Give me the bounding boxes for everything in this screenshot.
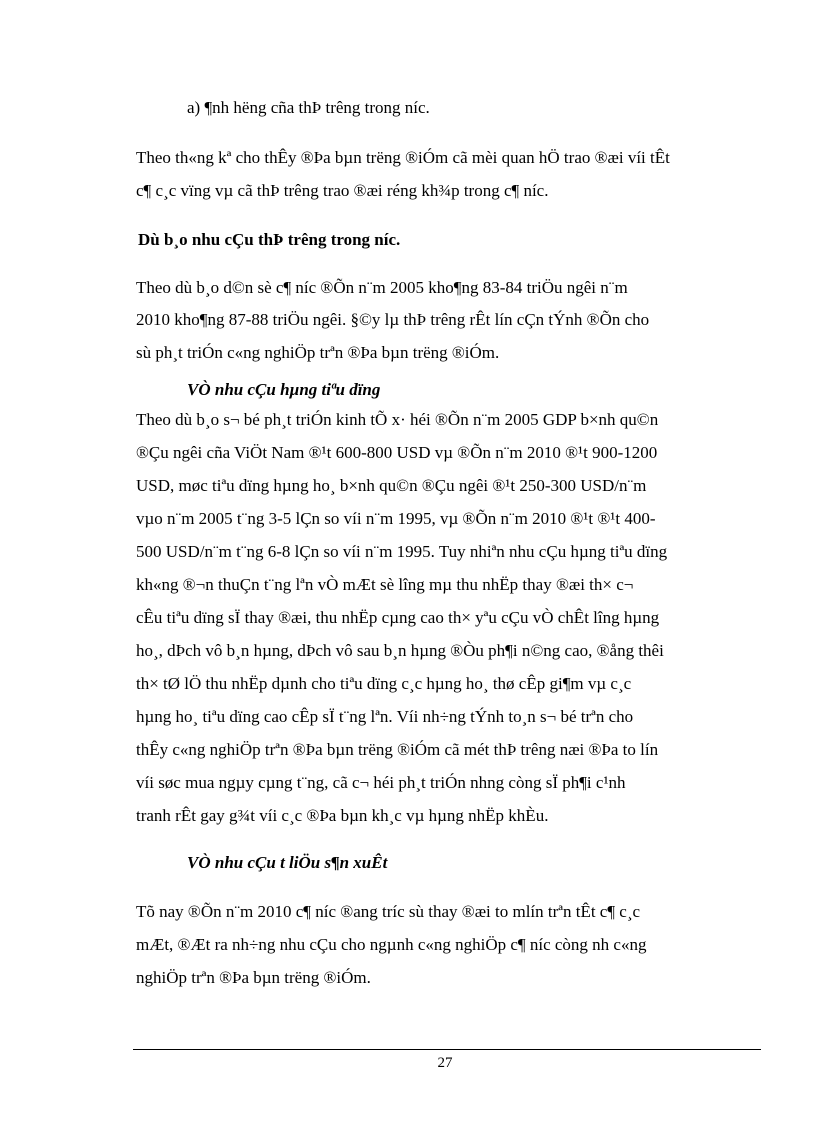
paragraph-line: Tõ nay ®Õn n¨m 2010 c¶ níc ®ang tríc sù thay ®æi to mlín trªn tÊt c¶ c¸c xyxy=(136,902,641,921)
paragraph-line: ho¸, dÞch vô b¸n hµng, dÞch vô sau b¸n hµng ®Òu ph¶i n©ng cao, ®ång thêi xyxy=(136,641,664,660)
paragraph-line: Theo th«ng kª cho thÊy ®Þa bµn trëng ®iÓm cã mèi quan hÖ trao ®æi víi tÊt xyxy=(136,148,670,167)
paragraph-line: tranh rÊt gay g¾t víi c¸c ®Þa bµn kh¸c vµ hµng nhËp khÈu. xyxy=(136,806,549,825)
paragraph-line: vµo n¨m 2005 t¨ng 3-5 lÇn so víi n¨m 1995, vµ ®Õn n¨m 2010 ®¹t ®¹t 400- xyxy=(136,509,656,528)
paragraph-line: c¶ c¸c vïng vµ cã thÞ trêng trao ®æi réng kh¾p trong c¶ níc. xyxy=(136,181,549,200)
paragraph-line: víi søc mua ngµy cµng t¨ng, cã c¬ héi ph¸t triÓn nhng còng sÏ ph¶i c¹nh xyxy=(136,773,626,792)
paragraph-line: USD, møc tiªu dïng hµng ho¸ b×nh qu©n ®Çu ngêi ®¹t 250-300 USD/n¨m xyxy=(136,476,647,495)
section-heading: a) ¶nh hëng cña thÞ trêng trong níc. xyxy=(187,98,430,117)
page-number: 27 xyxy=(437,1055,453,1071)
paragraph-line: ®Çu ngêi cña ViÖt Nam ®¹t 600-800 USD vµ ®Õn n¨m 2010 ®¹t 900-1200 xyxy=(136,443,658,462)
subheading-demand-forecast: Dù b¸o nhu cÇu thÞ trêng trong níc. xyxy=(138,230,401,249)
paragraph-line: kh«ng ®¬n thuÇn t¨ng lªn vÒ mÆt sè lîng mµ thu nhËp thay ®æi th× c¬ xyxy=(136,575,634,594)
paragraph-line: nghiÖp trªn ®Þa bµn trëng ®iÓm. xyxy=(136,968,371,987)
footer-divider xyxy=(133,1049,761,1050)
paragraph-line: mÆt, ®Æt ra nh÷ng nhu cÇu cho ngµnh c«ng nghiÖp c¶ níc còng nh c«ng xyxy=(136,935,647,954)
subheading-production-materials: VÒ nhu cÇu t liÖu s¶n xuÊt xyxy=(187,853,388,872)
paragraph-line: th× tØ lÖ thu nhËp dµnh cho tiªu dïng c¸c hµng ho¸ thø cÊp gi¶m vµ c¸c xyxy=(136,674,632,693)
paragraph-line: Theo dù b¸o d©n sè c¶ níc ®Õn n¨m 2005 kho¶ng 83-84 triÖu ngêi n¨m xyxy=(136,278,628,297)
subheading-consumer-goods: VÒ nhu cÇu hµng tiªu dïng xyxy=(187,380,381,399)
paragraph-line: hµng ho¸ tiªu dïng cao cÊp sÏ t¨ng lªn. Víi nh÷ng tÝnh to¸n s¬ bé trªn cho xyxy=(136,707,634,726)
paragraph-line: 500 USD/n¨m t¨ng 6-8 lÇn so víi n¨m 1995. Tuy nhiªn nhu cÇu hµng tiªu dïng xyxy=(136,542,668,561)
paragraph-line: sù ph¸t triÓn c«ng nghiÖp trªn ®Þa bµn trëng ®iÓm. xyxy=(136,343,500,362)
paragraph-line: cÊu tiªu dïng sÏ thay ®æi, thu nhËp cµng cao th× yªu cÇu vÒ chÊt lîng hµng xyxy=(136,608,660,627)
paragraph-line: 2010 kho¶ng 87-88 triÖu ngêi. §©y lµ thÞ trêng rÊt lín cÇn tÝnh ®Õn cho xyxy=(136,310,650,329)
paragraph-line: Theo dù b¸o s¬ bé ph¸t triÓn kinh tÕ x· héi ®Õn n¨m 2005 GDP b×nh qu©n xyxy=(136,410,659,429)
paragraph-line: thÊy c«ng nghiÖp trªn ®Þa bµn trëng ®iÓm cã mét thÞ trêng næi ®Þa to lín xyxy=(136,740,659,759)
